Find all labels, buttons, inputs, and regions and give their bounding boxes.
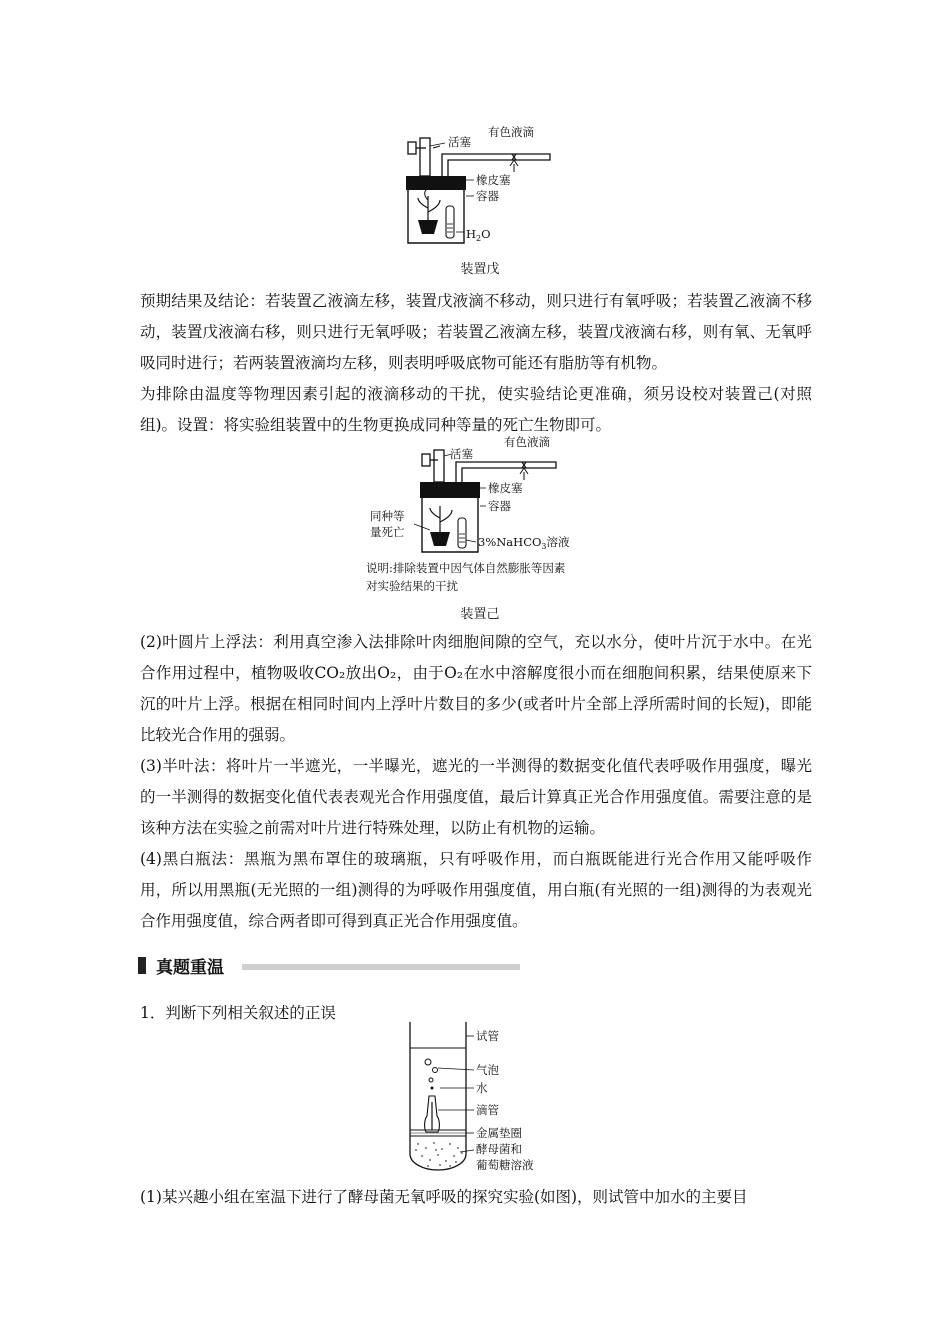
apparatus-f-label-container: 容器 <box>488 499 511 513</box>
question-1-title: 1．判断下列相关叙述的正误 <box>140 1004 336 1022</box>
apparatus-f-label-piston: 活塞 <box>450 447 473 461</box>
section-marker <box>138 957 146 974</box>
test-tube-diagram <box>400 1018 550 1178</box>
test-tube-label-tube: 试管 <box>476 1029 499 1043</box>
apparatus-e-label-h2o: $H_2O$ <box>466 227 491 243</box>
apparatus-f-label-dead-line1: 同种等 <box>370 509 405 523</box>
apparatus-f-label-stopper: 橡皮塞 <box>488 481 523 495</box>
apparatus-e-label-piston: 活塞 <box>448 135 471 149</box>
test-tube-label-water: 水 <box>476 1081 488 1095</box>
apparatus-e-label-drop: 有色液滴 <box>488 125 534 139</box>
apparatus-f-diagram <box>364 434 604 600</box>
method-2-paragraph: (2)叶圆片上浮法：利用真空渗入法排除叶肉细胞间隙的空气，充以水分，使叶片沉于水中。在光合作用过程中，植物吸收CO₂放出O₂，由于O₂在水中溶解度很小而在细胞间积累，结果使原来下沉的叶片上浮。根据在相同时间内上浮叶片数目的多少(或者叶片全部上浮所需时间的长短)，即能比较光合作用的强弱。 <box>140 633 812 744</box>
apparatus-e-label-container: 容器 <box>476 189 499 203</box>
test-tube-label-dropper: 滴管 <box>476 1103 499 1117</box>
section-divider <box>242 964 520 970</box>
apparatus-f-note-line1: 说明:排除装置中因气体自然膨胀等因素 <box>366 561 566 575</box>
apparatus-f-caption: 装置己 <box>460 607 500 622</box>
question-1-item-1: (1)某兴趣小组在室温下进行了酵母菌无氧呼吸的探究实验(如图)，则试管中加水的主要目 <box>140 1188 748 1206</box>
apparatus-f-label-dead-line2: 量死亡 <box>370 525 405 539</box>
apparatus-f-note-line2: 对实验结果的干扰 <box>366 579 458 593</box>
test-tube-label-yeast-line1: 酵母菌和 <box>476 1142 522 1156</box>
test-tube-label-yeast-line2: 葡萄糖溶液 <box>476 1158 534 1172</box>
method-3-paragraph: (3)半叶法：将叶片一半遮光，一半曝光，遮光的一半测得的数据变化值代表呼吸作用强度，曝光的一半测得的数据变化值代表表观光合作用强度值，最后计算真正光合作用强度值。需要注意的是该种方法在实验之前需对叶片进行特殊处理，以防止有机物的运输。 <box>140 757 812 837</box>
result-paragraph: 预期结果及结论：若装置乙液滴左移，装置戊液滴不移动，则只进行有氧呼吸；若装置乙液滴不移动，装置戊液滴右移，则只进行无氧呼吸；若装置乙液滴左移，装置戊液滴右移，则有氧、无氧呼吸同时进行；若两装置液滴均左移，则表明呼吸底物可能还有脂肪等有机物。 <box>140 292 812 372</box>
apparatus-f-label-drop: 有色液滴 <box>504 435 550 449</box>
apparatus-e-caption: 装置戊 <box>460 262 500 277</box>
apparatus-e-label-stopper: 橡皮塞 <box>476 173 511 187</box>
apparatus-f-label-solution: 3%NaHCO$_3$溶液 <box>478 535 570 551</box>
test-tube-label-bubble: 气泡 <box>476 1063 499 1077</box>
section-title: 真题重温 <box>156 958 224 978</box>
test-tube-label-ring: 金属垫圈 <box>476 1126 522 1140</box>
control-paragraph: 为排除由温度等物理因素引起的液滴移动的干扰，使实验结论更准确，须另设校对装置己(对照组)。设置：将实验组装置中的生物更换成同种等量的死亡生物即可。 <box>140 385 812 434</box>
apparatus-e-diagram <box>400 120 560 280</box>
method-4-paragraph: (4)黑白瓶法：黑瓶为黑布罩住的玻璃瓶，只有呼吸作用，而白瓶既能进行光合作用又能呼吸作用，所以用黑瓶(无光照的一组)测得的为呼吸作用强度值，用白瓶(有光照的一组)测得的为表观光合作用强度值，综合两者即可得到真正光合作用强度值。 <box>140 850 812 930</box>
